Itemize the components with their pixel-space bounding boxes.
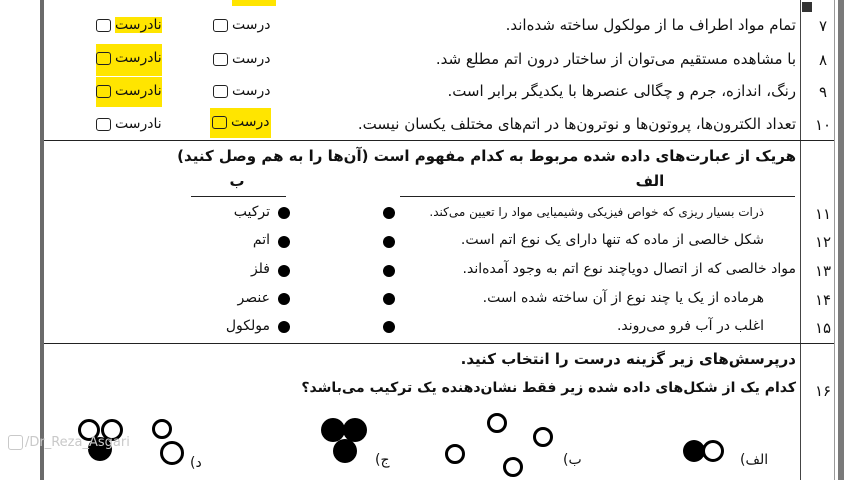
- page-right-border: [838, 0, 844, 480]
- true-option[interactable]: [213, 17, 270, 33]
- option-a-label: الف): [740, 452, 769, 468]
- item-text: شکل خالصی از ماده که تنها دارای یک نوع اتم است.: [460, 232, 764, 248]
- question-text: تعداد الکترون‌ها، پروتون‌ها و نوترون‌ها در اتم‌های مختلف یکسان نیست.: [357, 115, 796, 133]
- match-term: اتم: [252, 232, 270, 248]
- highlight-fragment: [232, 0, 276, 6]
- true-option[interactable]: [213, 83, 270, 99]
- column-a-underline: [400, 196, 795, 197]
- section-divider: [44, 343, 834, 344]
- true-option[interactable]: [213, 51, 270, 67]
- item-text: مواد خالصی که از اتصال دویاچند نوع اتم به وجود آمده‌اند.: [462, 261, 796, 277]
- number-column-divider: [800, 0, 801, 480]
- option-b-label: ب): [563, 452, 582, 468]
- item-number: ۱۳: [814, 262, 832, 280]
- false-label: نادرست: [115, 116, 162, 132]
- connector-dot-b[interactable]: [278, 236, 290, 248]
- mc-instruction: درپرسش‌های زیر گزینه درست را انتخاب کنید.: [460, 350, 796, 368]
- watermark: [8, 435, 130, 450]
- question-text: تمام مواد اطراف ما از مولکول ساخته شده‌اند.: [505, 16, 796, 34]
- match-term: ترکیب: [233, 204, 270, 220]
- question-number: ۱۰: [814, 116, 832, 134]
- filled-atom-icon: [333, 439, 357, 463]
- connector-dot-b[interactable]: [278, 265, 290, 277]
- match-term: مولکول: [225, 318, 270, 334]
- false-label: نادرست: [115, 50, 162, 66]
- open-atom-icon: [503, 457, 523, 477]
- false-label: نادرست: [115, 17, 162, 33]
- connector-dot-b[interactable]: [278, 293, 290, 305]
- question-number: ۷: [818, 17, 828, 35]
- true-checkbox[interactable]: [213, 19, 228, 32]
- false-option[interactable]: [96, 44, 162, 76]
- item-number: ۱۲: [814, 233, 832, 251]
- true-checkbox[interactable]: [213, 53, 228, 66]
- true-label: درست: [231, 114, 270, 130]
- open-atom-icon: [487, 413, 507, 433]
- question-number: ۸: [818, 51, 828, 69]
- option-d-label: د): [190, 455, 202, 471]
- question-text: با مشاهده مستقیم می‌توان از ساختار درون اتم مطلع شد.: [435, 50, 796, 68]
- question-text: کدام یک از شکل‌های داده شده زیر فقط نشان‌دهنده یک ترکیب می‌باشد؟: [301, 380, 796, 396]
- item-text: اغلب در آب فرو می‌روند.: [616, 318, 764, 334]
- grid-icon[interactable]: [802, 2, 812, 12]
- question-number: ۱۶: [814, 382, 832, 400]
- open-atom-icon: [702, 440, 724, 462]
- column-b-header: ب: [229, 172, 245, 190]
- true-checkbox[interactable]: [212, 116, 227, 129]
- section-divider: [44, 140, 834, 141]
- true-option[interactable]: [210, 108, 271, 138]
- true-label: درست: [232, 17, 271, 33]
- item-number: ۱۵: [814, 319, 832, 337]
- item-number: ۱۱: [814, 205, 832, 223]
- watermark-text: /Dr_Reza_Asgari: [25, 435, 130, 450]
- question-number: ۹: [818, 83, 828, 101]
- true-checkbox[interactable]: [213, 85, 228, 98]
- matching-instruction: هریک از عبارت‌های داده شده مربوط به کدام مفهوم است (آن‌ها را به هم وصل کنید): [177, 147, 796, 165]
- telegram-icon: [8, 435, 23, 450]
- open-atom-icon: [152, 419, 172, 439]
- column-a-header: الف: [635, 172, 665, 190]
- false-checkbox[interactable]: [96, 52, 111, 65]
- open-atom-icon: [160, 441, 184, 465]
- match-term: فلز: [250, 261, 270, 277]
- column-b-underline: [191, 196, 286, 197]
- connector-dot-b[interactable]: [278, 321, 290, 333]
- connector-dot-a[interactable]: [383, 321, 395, 333]
- connector-dot-a[interactable]: [383, 207, 395, 219]
- connector-dot-a[interactable]: [383, 293, 395, 305]
- true-label: درست: [232, 83, 271, 99]
- item-number: ۱۴: [814, 291, 832, 309]
- false-option[interactable]: [96, 77, 162, 107]
- question-text: رنگ، اندازه، جرم و چگالی عنصرها با یکدیگر برابر است.: [447, 82, 796, 100]
- false-option[interactable]: [96, 17, 162, 33]
- connector-dot-b[interactable]: [278, 207, 290, 219]
- match-term: عنصر: [237, 290, 270, 306]
- true-label: درست: [232, 51, 271, 67]
- false-checkbox[interactable]: [96, 19, 111, 32]
- open-atom-icon: [533, 427, 553, 447]
- false-checkbox[interactable]: [96, 118, 111, 131]
- false-checkbox[interactable]: [96, 85, 111, 98]
- connector-dot-a[interactable]: [383, 265, 395, 277]
- item-text: ذرات بسیار ریزی که خواص فیزیکی وشیمیایی مواد را تعیین می‌کند.: [429, 205, 764, 219]
- false-option[interactable]: [96, 116, 162, 132]
- item-text: هرماده از یک یا چند نوع از آن ساخته شده است.: [482, 290, 764, 306]
- page-left-border: [40, 0, 44, 480]
- open-atom-icon: [445, 444, 465, 464]
- connector-dot-a[interactable]: [383, 236, 395, 248]
- option-c-label: ج): [375, 452, 390, 468]
- false-label: نادرست: [115, 83, 162, 99]
